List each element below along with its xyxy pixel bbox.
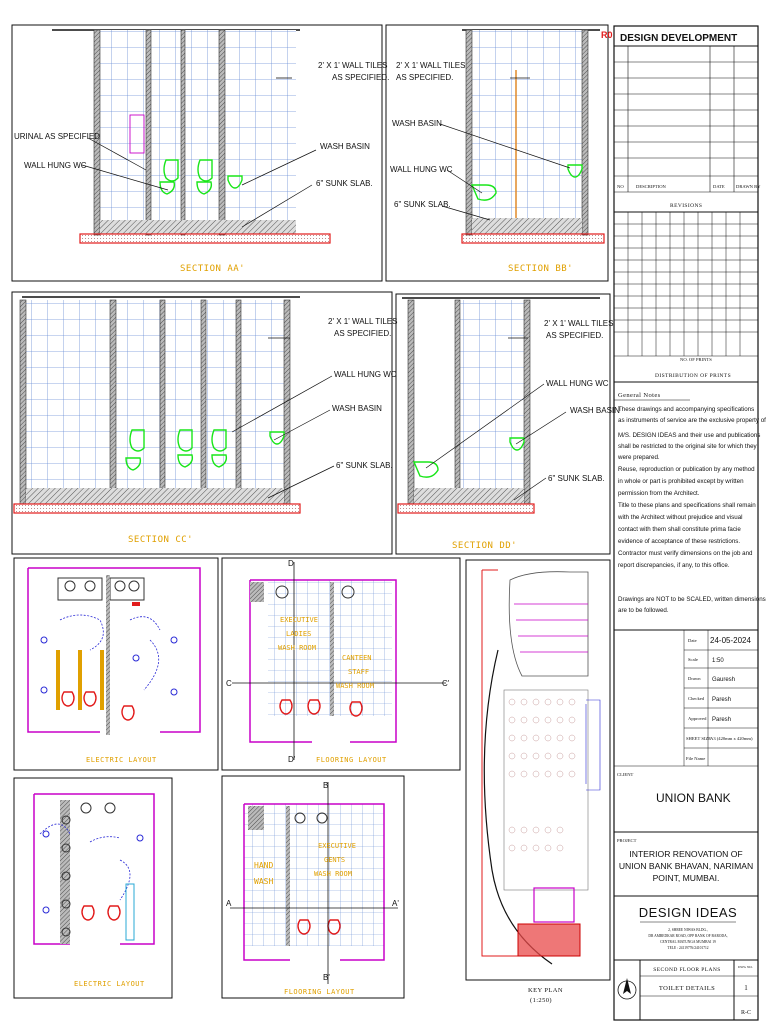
firm-address-line: CENTRAL MATUNGA MUMBAI 19: [660, 940, 716, 944]
note-line: Contractor must verify dimensions on the job and: [618, 550, 753, 557]
flooring-1-marker-d-prime: D': [288, 755, 296, 764]
flooring-2-room-b-line-2: GENTS: [324, 856, 346, 864]
info-date-label: Date: [688, 638, 697, 643]
section-aa-label-tiles-2: AS SPECIFIED.: [332, 73, 390, 82]
dwg-no-label: DWG NO.: [738, 965, 753, 969]
sheet-ref: R-C: [740, 1010, 752, 1016]
electric-layout-2-title: ELECTRIC LAYOUT: [74, 980, 145, 988]
flooring-layout-1-title: FLOORING LAYOUT: [316, 756, 387, 764]
section-cc-label-wc: WALL HUNG WC: [334, 370, 397, 379]
distribution-heading: DISTRIBUTION OF PRINTS: [655, 373, 732, 379]
section-dd-title: SECTION DD': [452, 541, 518, 551]
section-cc-title: SECTION CC': [128, 535, 194, 545]
info-drawn-value: Gauresh: [712, 677, 736, 683]
info-checked-value: Paresh: [712, 697, 732, 703]
flooring-2-room-a-line-2: WASH: [254, 877, 274, 886]
project-line-3: POINT, MUMBAI.: [652, 873, 720, 883]
section-dd-label-wc: WALL HUNG WC: [546, 379, 609, 388]
flooring-2-marker-a-prime: A': [392, 899, 399, 908]
info-sheet-size-value: A3 (420mm x 420mm): [710, 736, 753, 741]
section-dd-label-tiles-2: AS SPECIFIED.: [546, 331, 604, 340]
section-bb-title: SECTION BB': [508, 264, 574, 274]
note-line: are to be followed.: [618, 607, 669, 614]
info-file-name-label: File Name: [686, 756, 706, 761]
note-line: These drawings and accompanying specifications: [618, 406, 755, 413]
note-line: in whole or part is prohibited except by written: [618, 478, 744, 485]
prints-col-label: NO. OF PRINTS: [680, 357, 712, 362]
note-line: report discrepancies, if any, to this office.: [618, 562, 730, 569]
flooring-2-marker-b-prime: B': [323, 973, 330, 982]
title-block: [601, 26, 766, 1020]
flooring-1-room-b-line-1: CANTEEN: [342, 654, 372, 662]
section-cc-label-slab: 6" SUNK SLAB.: [336, 461, 393, 470]
firm-address-line: DR AMBEDKAR ROAD, OPP BANK OF BARODA,: [648, 934, 728, 938]
flooring-2-room-a-line-1: HAND: [254, 861, 274, 870]
section-cc-drawing: [12, 292, 397, 554]
info-date-value: 24-05-2024: [710, 636, 751, 645]
section-dd-label-basin: WASH BASIN: [570, 406, 620, 415]
project-label: PROJECT: [617, 838, 637, 843]
note-line: Reuse, reproduction or publication by any method: [618, 466, 755, 473]
flooring-1-room-a-line-2: LADIES: [286, 630, 312, 638]
flooring-1-marker-c: C: [226, 679, 232, 688]
flooring-layout-1-drawing: [222, 558, 460, 770]
firm-name: DESIGN IDEAS: [638, 905, 738, 920]
note-line: Drawings are NOT to be SCALED, written dimensions: [618, 596, 766, 603]
revision-grid: [614, 46, 758, 192]
section-bb-label-basin: WASH BASIN: [392, 119, 442, 128]
firm-address-line: TELE : 24119776/24101712: [667, 946, 709, 950]
electric-layout-1-drawing: [14, 558, 218, 770]
note-line: evidence of acceptance of these restrictions.: [618, 538, 741, 545]
section-cc-label-tiles-1: 2' X 1' WALL TILES: [328, 317, 398, 326]
section-dd-label-slab: 6" SUNK SLAB.: [548, 474, 605, 483]
info-approved-value: Paresh: [712, 717, 732, 723]
revision-mark: R0: [601, 30, 613, 40]
section-bb-drawing: [386, 25, 608, 281]
rev-col-date: DATE: [713, 184, 725, 189]
section-bb-label-wc: WALL HUNG WC: [390, 165, 453, 174]
note-line: were prepared.: [618, 454, 660, 461]
drawing-floor: SECOND FLOOR PLANS: [653, 967, 721, 973]
flooring-1-room-a-line-3: WASH ROOM: [278, 644, 316, 652]
firm-address-line: 2, SHREE NIWAS BLDG.,: [668, 928, 708, 932]
section-cc-label-basin: WASH BASIN: [332, 404, 382, 413]
project-line-2: UNION BANK BHAVAN, NARIMAN: [618, 861, 754, 871]
project-line-1: INTERIOR RENOVATION OF: [629, 849, 743, 859]
info-drawn-label: Drawn: [688, 676, 701, 681]
note-line: permission from the Architect.: [618, 490, 700, 497]
section-aa-label-urinal: URINAL AS SPECIFIED: [14, 132, 100, 141]
key-plan-drawing: [466, 560, 610, 1004]
prints-grid: [614, 212, 758, 356]
section-bb-label-tiles-1: 2' X 1' WALL TILES: [396, 61, 466, 70]
client-label: CLIENT: [617, 772, 634, 777]
stage-title: DESIGN DEVELOPMENT: [620, 33, 738, 44]
flooring-2-marker-b: B: [323, 781, 329, 790]
info-checked-label: Checked: [688, 696, 705, 701]
note-line: as instruments of service are the exclusive property of: [618, 417, 766, 424]
note-line: Title to these plans and specifications shall remain: [618, 502, 756, 509]
key-plan-scale: (1:250): [530, 997, 552, 1004]
section-aa-drawing: [12, 25, 389, 281]
client-name: UNION BANK: [656, 791, 731, 805]
flooring-1-marker-d: D: [288, 559, 294, 568]
rev-col-no: NO: [617, 184, 624, 189]
section-aa-label-basin: WASH BASIN: [320, 142, 370, 151]
notes-heading: General Notes: [618, 392, 661, 399]
flooring-1-room-b-line-3: WASH ROOM: [336, 682, 374, 690]
electric-layout-1-title: ELECTRIC LAYOUT: [86, 756, 157, 764]
note-line: contact with them shall constitute prima facie: [618, 526, 741, 533]
section-aa-label-tiles-1: 2' X 1' WALL TILES: [318, 61, 388, 70]
section-dd-drawing: [396, 294, 620, 554]
info-scale-value: 1:50: [712, 658, 724, 664]
note-line: shall be restricted to the original site for which they: [618, 443, 757, 450]
info-scale-label: Scale: [688, 657, 698, 662]
rev-col-drawn: DRAWN BY: [736, 184, 761, 189]
north-arrow-icon: [618, 978, 636, 999]
info-table: [614, 630, 758, 766]
note-line: M/S. DESIGN IDEAS and their use and publications: [618, 432, 761, 439]
drawing-title: TOILET DETAILS: [658, 985, 716, 992]
flooring-layout-2-drawing: [222, 776, 404, 998]
info-approved-label: Approved: [688, 716, 707, 721]
flooring-1-room-a-line-1: EXECUTIVE: [280, 616, 318, 624]
flooring-2-marker-a: A: [226, 899, 232, 908]
flooring-1-room-b-line-2: STAFF: [348, 668, 370, 676]
notes-body: [617, 406, 766, 614]
rev-col-desc: DESCRIPTION: [636, 184, 666, 189]
dwg-no: 1: [744, 984, 748, 992]
flooring-2-room-b-line-1: EXECUTIVE: [318, 842, 356, 850]
note-line: with the Architect without prejudice and visual: [618, 514, 743, 521]
revisions-heading: REVISIONS: [670, 203, 703, 209]
section-bb-label-slab: 6" SUNK SLAB.: [394, 200, 451, 209]
section-bb-label-tiles-2: AS SPECIFIED.: [396, 73, 454, 82]
flooring-1-marker-c-prime: C': [442, 679, 450, 688]
section-dd-label-tiles-1: 2' X 1' WALL TILES: [544, 319, 614, 328]
section-aa-label-wc: WALL HUNG WC: [24, 161, 87, 170]
section-cc-label-tiles-2: AS SPECIFIED.: [334, 329, 392, 338]
electric-layout-2-drawing: [14, 778, 172, 998]
section-aa-label-slab: 6" SUNK SLAB.: [316, 179, 373, 188]
section-aa-title: SECTION AA': [180, 264, 246, 274]
info-sheet-size-label: SHEET SIZE: [686, 736, 712, 741]
flooring-layout-2-title: FLOORING LAYOUT: [284, 988, 355, 996]
key-plan-title: KEY PLAN: [528, 987, 563, 994]
flooring-2-room-b-line-3: WASH ROOM: [314, 870, 352, 878]
